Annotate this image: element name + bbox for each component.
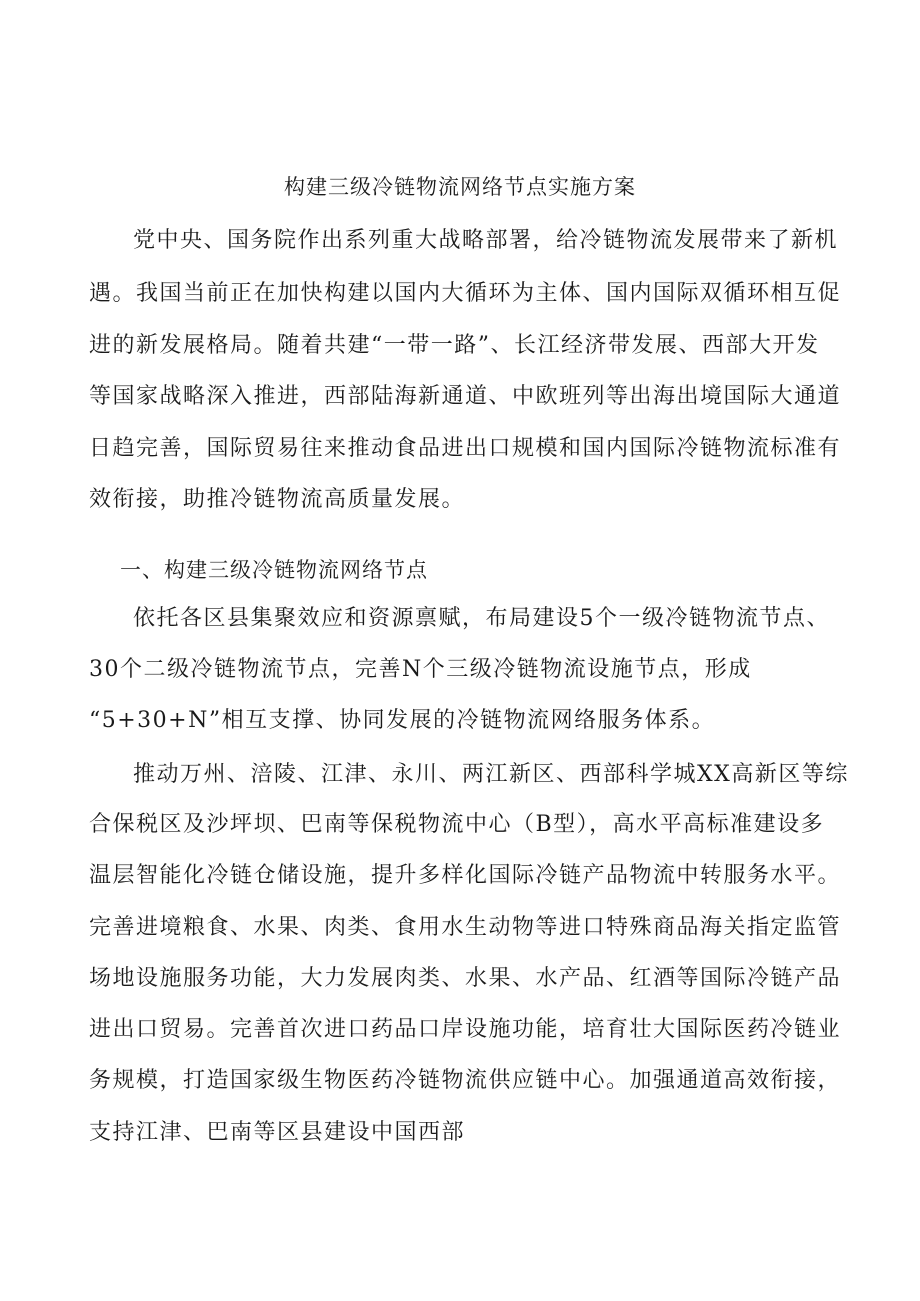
paragraph-line: 效衔接，助推冷链物流高质量发展。 bbox=[89, 487, 466, 512]
paragraph-line: 务规模，打造国家级生物医药冷链物流供应链中心。加强通道高效衔接， bbox=[89, 1068, 842, 1093]
paragraph-line: 党中央、国务院作出系列重大战略部署，给冷链物流发展带来了新机 bbox=[133, 228, 839, 253]
paragraph-line: 等国家战略深入推进，西部陆海新通道、中欧班列等出海出境国际大通道 bbox=[89, 384, 842, 409]
paragraph-line: 日趋完善，国际贸易往来推动食品进出口规模和国内国际冷链物流标准有 bbox=[89, 436, 842, 461]
paragraph-line: 依托各区县集聚效应和资源禀赋，布局建设5个一级冷链物流节点、 bbox=[133, 606, 830, 631]
paragraph-line: 推动万州、涪陵、江津、永川、两江新区、西部科学城XX高新区等综 bbox=[133, 762, 849, 787]
section-heading: 一、构建三级冷链物流网络节点 bbox=[120, 558, 428, 582]
paragraph-line: 支持江津、巴南等区县建设中国西部 bbox=[89, 1120, 466, 1145]
paragraph-line: 合保税区及沙坪坝、巴南等保税物流中心（B型），高水平高标准建设多 bbox=[89, 812, 825, 837]
paragraph-line: 进出口贸易。完善首次进口药品口岸设施功能，培育壮大国际医药冷链业 bbox=[89, 1017, 842, 1042]
paragraph-line: 完善进境粮食、水果、肉类、食用水生动物等进口特殊商品海关指定监管 bbox=[89, 915, 842, 940]
paragraph-line: 进的新发展格局。随着共建“一带一路”、长江经济带发展、西部大开发 bbox=[89, 333, 820, 358]
document-title: 构建三级冷链物流网络节点实施方案 bbox=[284, 175, 636, 199]
paragraph-line: 场地设施服务功能，大力发展肉类、水果、水产品、红酒等国际冷链产品 bbox=[89, 966, 842, 991]
paragraph-line: 30个二级冷链物流节点，完善N个三级冷链物流设施节点，形成 bbox=[89, 657, 752, 682]
paragraph-line: “5+30+N”相互支撑、协同发展的冷链物流网络服务体系。 bbox=[89, 708, 716, 733]
paragraph-line: 遇。我国当前正在加快构建以国内大循环为主体、国内国际双循环相互促 bbox=[89, 281, 842, 306]
paragraph-line: 温层智能化冷链仓储设施，提升多样化国际冷链产品物流中转服务水平。 bbox=[89, 863, 842, 888]
